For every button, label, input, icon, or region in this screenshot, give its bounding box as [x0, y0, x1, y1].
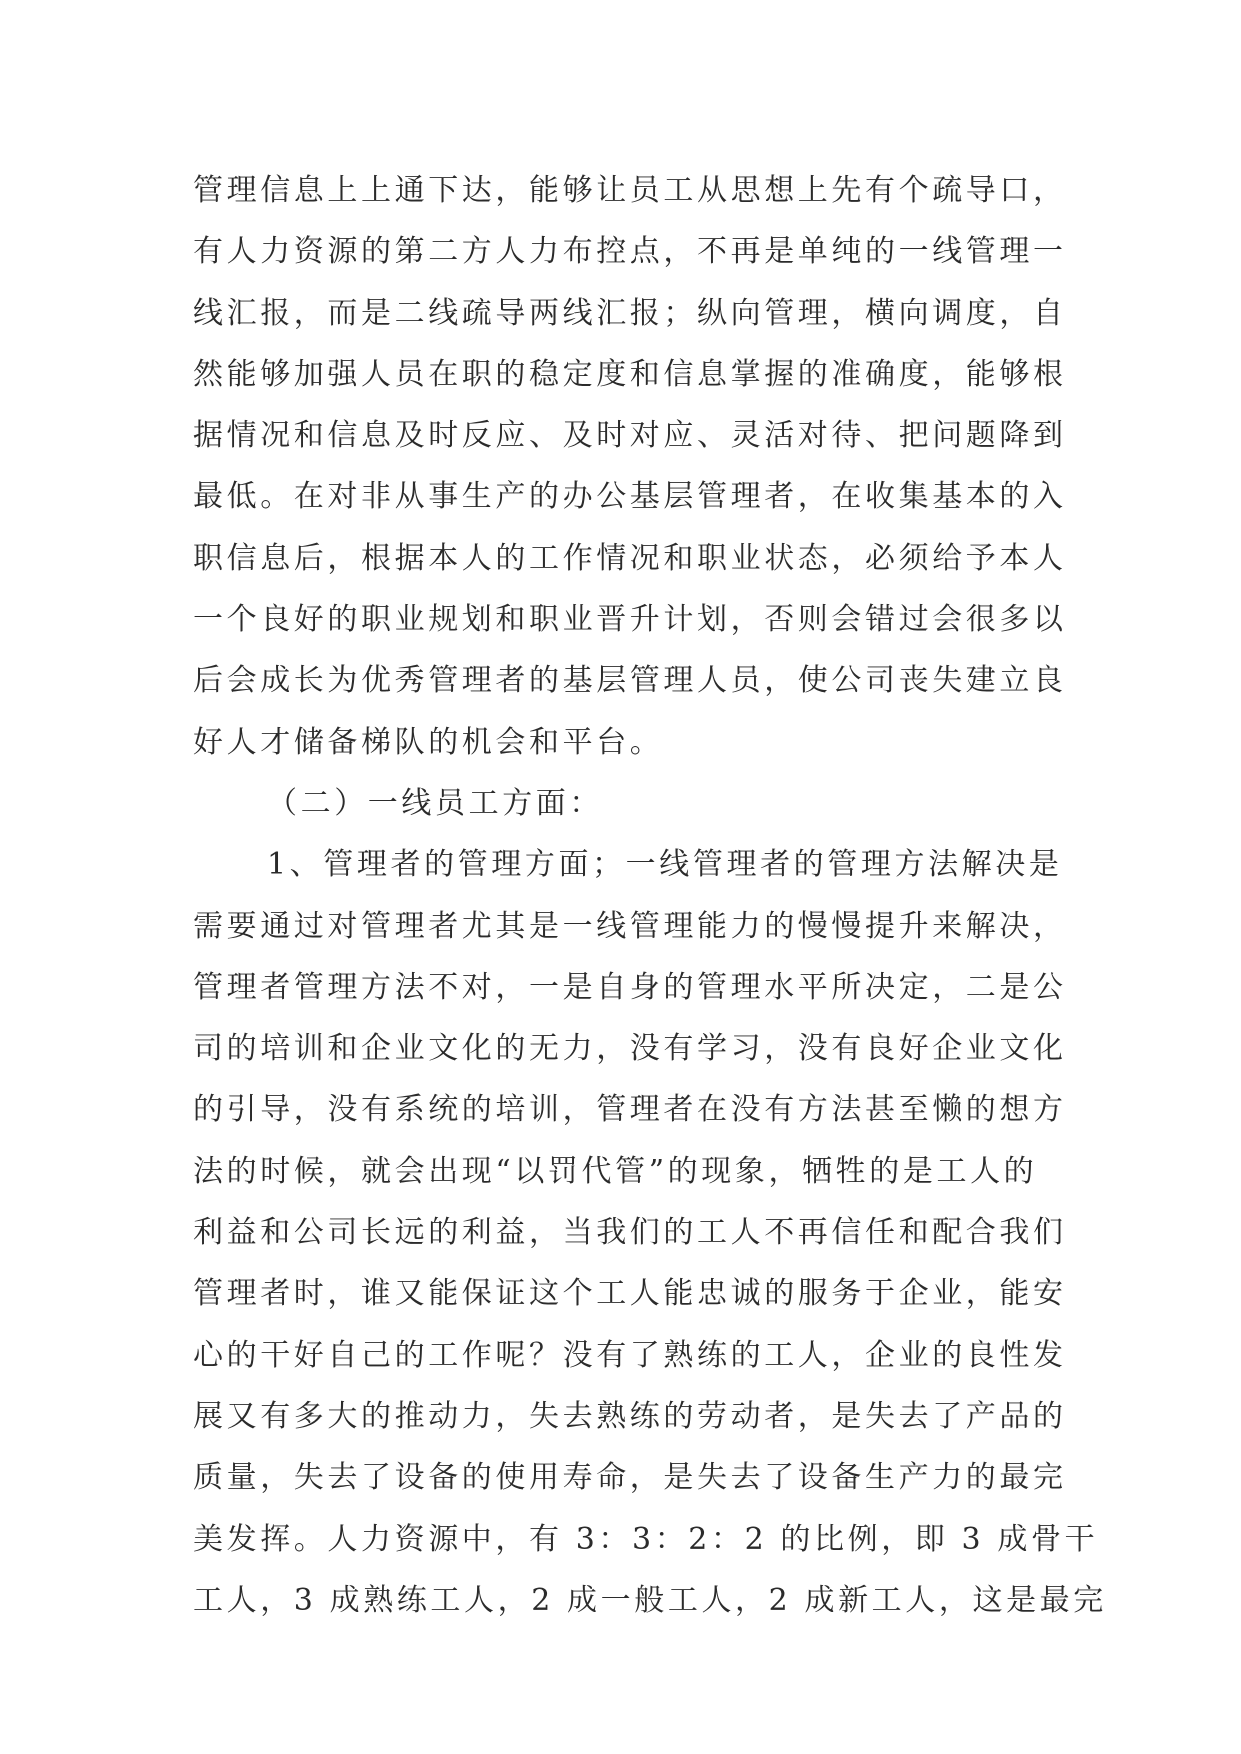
text-line: 有人力资源的第二方人力布控点，不再是单纯的一线管理一 — [193, 234, 1067, 270]
text-line: 司的培训和企业文化的无力，没有学习，没有良好企业文化 — [193, 1031, 1067, 1067]
text-line: 好人才储备梯队的机会和平台。 — [193, 724, 664, 760]
text-line: 工人，3 成熟练工人，2 成一般工人，2 成新工人，这是最完 — [193, 1582, 1107, 1618]
text-line: 管理者管理方法不对，一是自身的管理水平所决定，二是公 — [193, 969, 1067, 1005]
text-line: 质量，失去了设备的使用寿命，是失去了设备生产力的最完 — [193, 1460, 1067, 1496]
body-text — [193, 160, 1107, 1631]
text-line: 心的干好自己的工作呢？没有了熟练的工人，企业的良性发 — [193, 1337, 1067, 1373]
text-line: 管理信息上上通下达，能够让员工从思想上先有个疏导口， — [193, 173, 1067, 208]
text-line: 管理者时，谁又能保证这个工人能忠诚的服务于企业，能安 — [193, 1276, 1067, 1312]
text-line: 后会成长为优秀管理者的基层管理人员，使公司丧失建立良 — [193, 663, 1067, 699]
text-line: 然能够加强人员在职的稳定度和信息掌握的准确度，能够根 — [193, 356, 1067, 392]
text-line: 展又有多大的推动力，失去熟练的劳动者，是失去了产品的 — [193, 1398, 1067, 1434]
text-line: 一个良好的职业规划和职业晋升计划，否则会错过会很多以 — [193, 602, 1067, 638]
text-line: 线汇报，而是二线疏导两线汇报；纵向管理，横向调度，自 — [193, 295, 1067, 331]
text-line: 最低。在对非从事生产的办公基层管理者，在收集基本的入 — [193, 479, 1067, 515]
text-line: （二）一线员工方面： — [267, 785, 603, 821]
text-line: 美发挥。人力资源中，有 3：3：2：2 的比例，即 3 成骨干 — [193, 1521, 1099, 1557]
text-line: 职信息后，根据本人的工作情况和职业状态，必须给予本人 — [193, 540, 1067, 576]
text-line: 1、管理者的管理方面；一线管理者的管理方法解决是 — [267, 847, 1063, 883]
text-line: 需要通过对管理者尤其是一线管理能力的慢慢提升来解决， — [193, 908, 1067, 944]
text-line: 法的时候，就会出现“以罚代管”的现象，牺牲的是工人的 — [193, 1153, 1038, 1189]
text-line: 的引导，没有系统的培训，管理者在没有方法甚至懒的想方 — [193, 1092, 1067, 1128]
text-line: 利益和公司长远的利益，当我们的工人不再信任和配合我们 — [193, 1215, 1067, 1251]
text-line: 据情况和信息及时反应、及时对应、灵活对待、把问题降到 — [193, 418, 1067, 454]
